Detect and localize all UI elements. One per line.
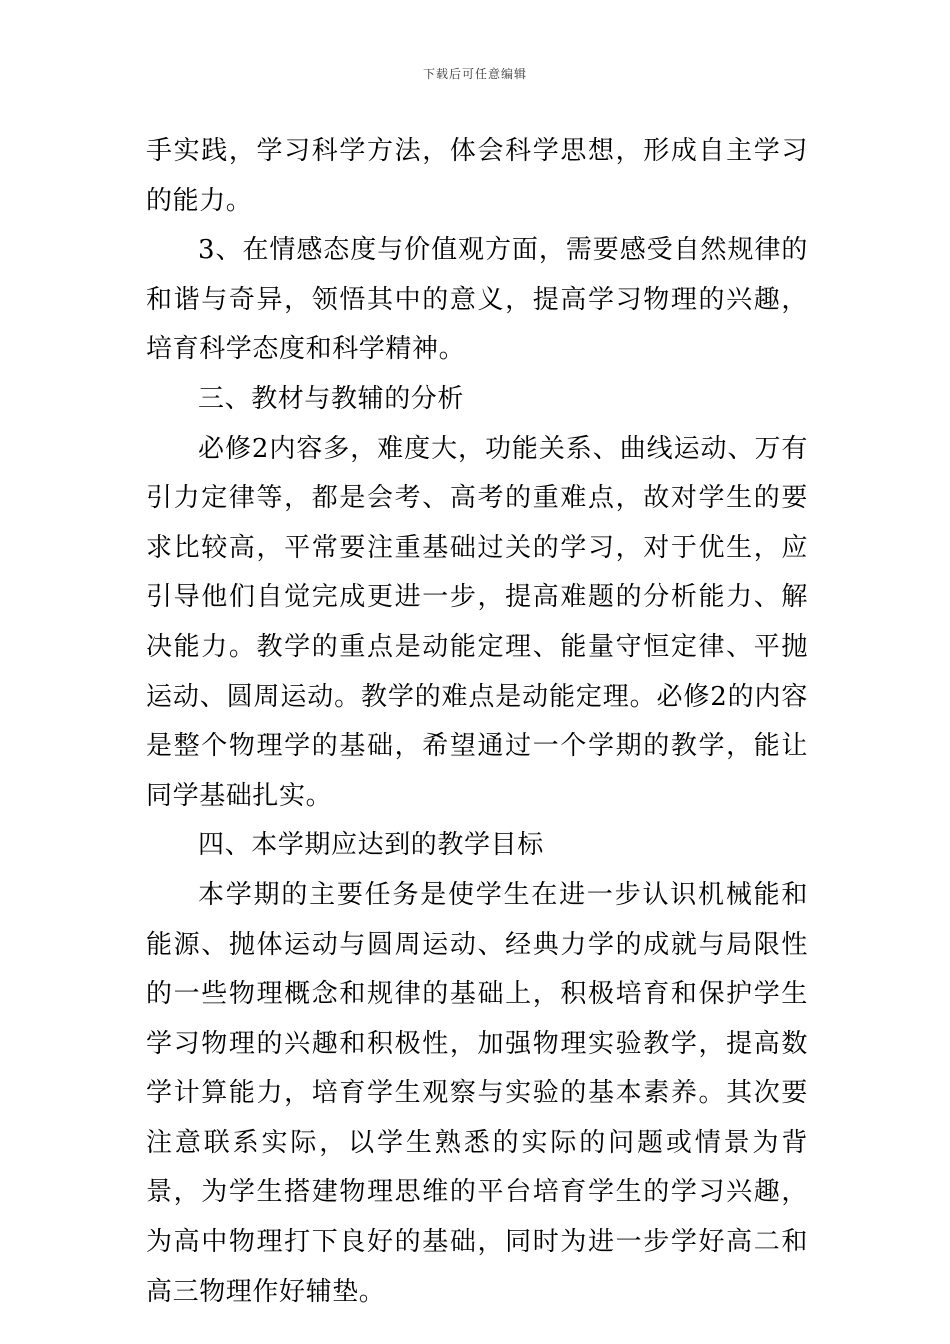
paragraph-continuation: 手实践，学习科学方法，体会科学思想，形成自主学习的能力。 — [146, 136, 808, 216]
paragraph-teaching-goals: 本学期的主要任务是使学生在进一步认识机械能和能源、抛体运动与圆周运动、经典力学的成就与局限性的一些物理概念和规律的基础上，积极培育和保护学生学习物理的兴趣和积极性，加强物理实验教学，提高数学计算能力，培育学生观察与实验的基本素养。其次要注意联系实际，以学生熟悉的实际的问题或情景为背景，为学生搭建物理思维的平台培育学生的学习兴趣，为高中物理打下良好的基础，同时为进一步学好高二和高三物理作好辅垫。 — [146, 879, 808, 1307]
paragraph-textbook-analysis: 必修2内容多，难度大，功能关系、曲线运动、万有引力定律等，都是会考、高考的重难点，故对学生的要求比较高，平常要注重基础过关的学习，对于优生，应引导他们自觉完成更进一步，提高难题的分析能力、解决能力。教学的重点是动能定理、能量守恒定律、平抛运动、圆周运动。教学的难点是动能定理。必修2的内容是整个物理学的基础，希望通过一个学期的教学，能让同学基础扎实。 — [146, 433, 808, 811]
header-note: 下载后可任意编辑 — [422, 67, 527, 81]
section-heading-textbook-analysis: 三、教材与教辅的分析 — [198, 383, 465, 414]
document-body — [146, 127, 808, 1317]
paragraph-emotional-goals: 3、在情感态度与价值观方面，需要感受自然规律的和谐与奇异，领悟其中的意义，提高学习物理的兴趣，培育科学态度和科学精神。 — [146, 235, 808, 365]
section-heading-teaching-goals: 四、本学期应达到的教学目标 — [198, 830, 544, 861]
